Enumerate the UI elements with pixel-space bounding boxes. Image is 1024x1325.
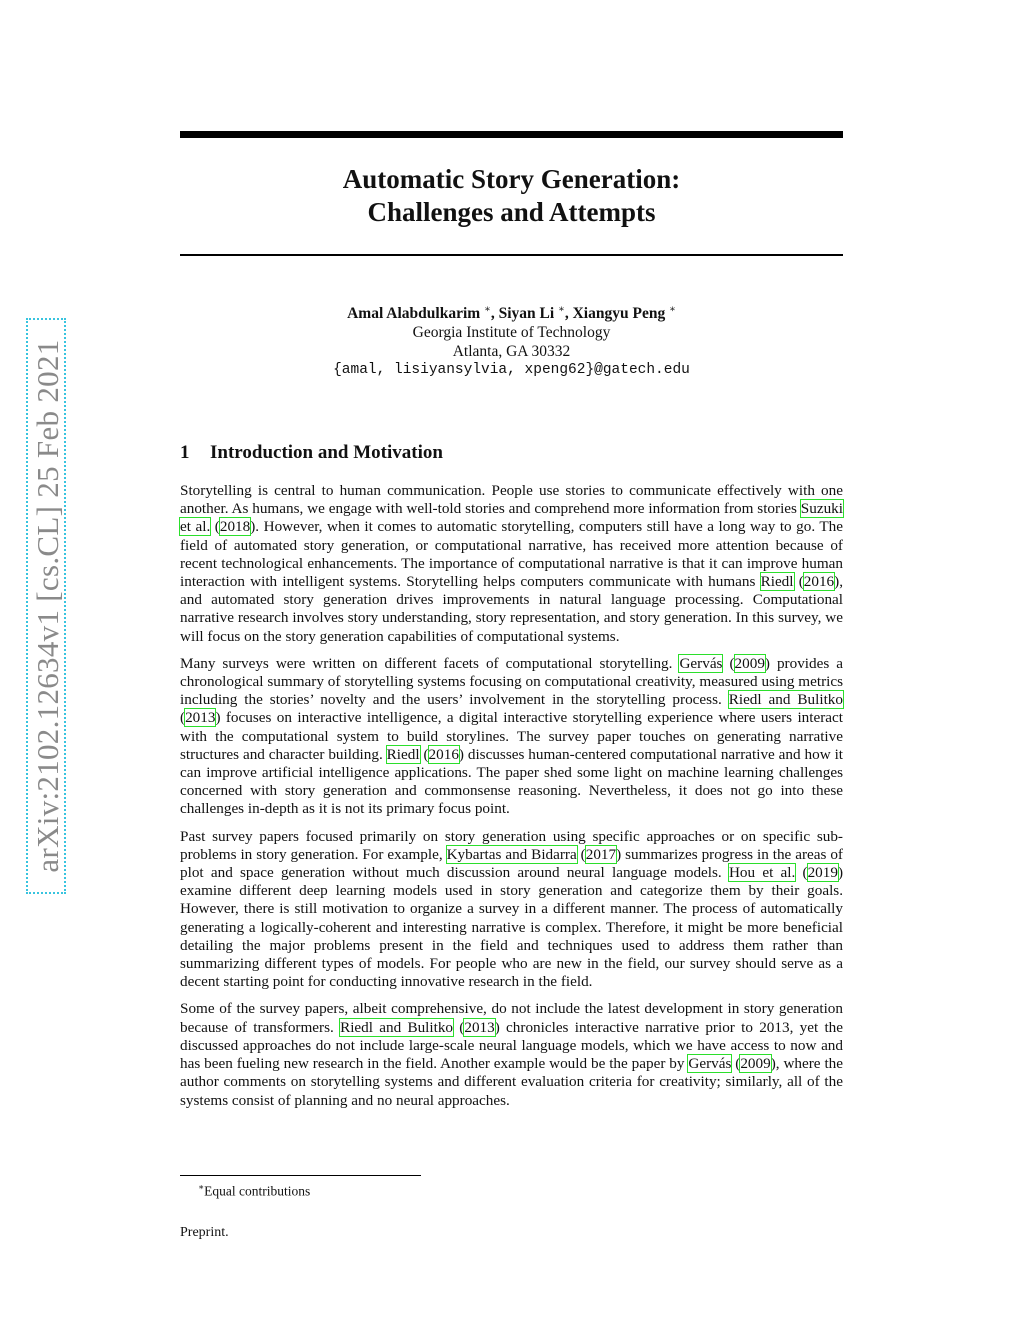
paragraph <box>180 655 843 819</box>
author-names <box>180 300 843 323</box>
arxiv-identifier[interactable]: arXiv:2102.12634v1 [cs.CL] 25 Feb 2021 <box>26 318 66 894</box>
citation-link[interactable]: Riedl and Bulitko <box>728 691 843 709</box>
paragraph-text: Past survey papers focused primarily on story generation using specific approaches or on specific sub-problems in story generation. For example, <box>180 827 843 863</box>
paragraph-text: ), and automated story generation drives improvements in natural language processing. Computational narrative research involves story understanding, story representation, and story generation. In this survey, we will focus on the story generation capabilities of computational systems. <box>180 573 843 645</box>
paragraph-text: ) discusses human-centered computational narrative and how it can improve artificial intelligence applications. The paper shed some light on machine learning challenges concerned with story generation and commonsense reasoning. Nevertheless, it does not go into these challenges in-depth as it is not its primary focus point. <box>180 745 844 818</box>
author-mark: ∗ <box>484 304 491 315</box>
citation-link[interactable]: 2013 <box>464 1018 495 1036</box>
paragraph-text: Many surveys were written on different facets of computational storytelling. <box>180 654 680 672</box>
section-number: 1 <box>180 442 190 463</box>
paragraph-text: ( <box>453 1018 465 1036</box>
paragraph-text: ( <box>722 654 735 672</box>
author-name: Amal Alabdulkarim <box>347 305 481 323</box>
citation-link[interactable]: Hou et al. <box>728 864 796 882</box>
paragraph-text: ( <box>180 709 186 727</box>
paper-title <box>180 163 843 229</box>
citation-link[interactable]: 2009 <box>740 1055 771 1073</box>
title-top-rule <box>180 131 843 138</box>
paragraph-text: ( <box>731 1055 741 1073</box>
author-mark: ∗ <box>558 304 565 315</box>
footnote-mark: ∗ <box>198 1182 205 1192</box>
section-heading <box>180 442 443 464</box>
section-title: Introduction and Motivation <box>210 442 443 463</box>
author-mark: ∗ <box>669 304 676 315</box>
citation-link[interactable]: Riedl <box>760 573 794 591</box>
paragraph-text: ) summarizes progress in the areas of plot and space generation without much discussion around neural language models. <box>180 845 843 882</box>
author-name: Siyan Li <box>498 305 555 323</box>
author-name: Xiangyu Peng <box>572 305 666 323</box>
citation-link[interactable]: 2016 <box>428 745 459 763</box>
footnote <box>198 1179 310 1200</box>
citation-link[interactable]: Kybartas and Bidarra <box>446 845 577 863</box>
paragraph-text: ) chronicles interactive narrative prior to 2013, yet the discussed approaches do not include large-scale neural language models, which we have access to now and has been fueling new research in the field. Another example would be the paper by <box>180 1018 844 1073</box>
footnote-rule <box>180 1175 421 1176</box>
author-location: Atlanta, GA 30332 <box>452 343 571 361</box>
paragraph-text: ( <box>210 518 220 536</box>
paragraph <box>180 482 843 646</box>
paragraph-text: ), where the author comments on storytelling systems and different evaluation criteria for creativity; similarly, all of the systems consist of planning and no neural approaches. <box>180 1055 843 1109</box>
paragraph-text: ) examine different deep learning models used in story generation and categorize them by their goals. However, there is still motivation to organize a survey in a different manner. The process of automatically generating a logically-coherent and interesting narrative is complex. Therefore, it might be more beneficial detailing the major problems present in the field and techniques used to address them rather than summarizing different types of models. For people who are new in the field, our survey should serve as a decent starting point for conducting innovative research in the field. <box>180 864 844 991</box>
title-line-1: Automatic Story Generation: <box>342 164 681 194</box>
paragraph <box>180 828 843 992</box>
title-bottom-rule <box>180 254 843 256</box>
paragraph-text: ( <box>795 864 808 882</box>
paragraph-text: ) focuses on interactive intelligence, a digital interactive storytelling experience where users interact with the computational system to build storylines. The survey paper touches on generating narrative structures and character building. <box>180 709 843 763</box>
citation-link[interactable]: Gervás <box>688 1055 732 1073</box>
citation-link[interactable]: 2019 <box>807 864 838 882</box>
body-text <box>180 482 843 1119</box>
citation-link[interactable]: Suzuki et al. <box>180 500 843 536</box>
footnote-text: Equal contributions <box>204 1183 311 1199</box>
author-separator: , <box>490 305 499 323</box>
paragraph-text: ( <box>419 745 429 763</box>
paragraph-text: Some of the survey papers, albeit comprehensive, do not include the latest development in story generation because of transformers. <box>180 1000 843 1036</box>
citation-link[interactable]: Gervás <box>679 654 723 672</box>
paragraph-text: Storytelling is central to human communication. People use stories to communicate effectively with one another. As humans, we engage with well-told stories and comprehend more information from stories <box>180 482 843 518</box>
paragraph-text: ) provides a chronological summary of storytelling systems focusing on computational creativity, measured using metrics including the stories’ novelty and the users’ involvement in the storytelling process. <box>180 654 844 709</box>
author-separator: , <box>564 305 573 323</box>
paragraph-text: ( <box>576 845 586 863</box>
preprint-footer: Preprint. <box>180 1225 229 1240</box>
citation-link[interactable]: 2018 <box>219 518 251 536</box>
citation-link[interactable]: Riedl and Bulitko <box>340 1018 454 1036</box>
citation-link[interactable]: Riedl <box>386 745 420 763</box>
citation-link[interactable]: 2016 <box>803 573 835 591</box>
paragraph <box>180 1000 843 1109</box>
paragraph-text: ). However, when it comes to automatic storytelling, computers still have a long way to go. The field of automated story generation, or computational narrative, has received more attention because of recent technological enhancements. The importance of computational narrative is that it can improve human interaction with intelligent systems. Storytelling helps computers communicate with humans <box>180 518 844 591</box>
author-block <box>180 300 843 380</box>
citation-link[interactable]: 2009 <box>734 654 765 672</box>
author-emails: {amal, lisiyansylvia, xpeng62}@gatech.edu <box>333 362 690 379</box>
title-line-2: Challenges and Attempts <box>367 197 656 227</box>
citation-link[interactable]: 2013 <box>185 709 216 727</box>
citation-link[interactable]: 2017 <box>585 845 617 863</box>
paragraph-text: ( <box>793 573 804 591</box>
author-affiliation: Georgia Institute of Technology <box>412 324 611 342</box>
